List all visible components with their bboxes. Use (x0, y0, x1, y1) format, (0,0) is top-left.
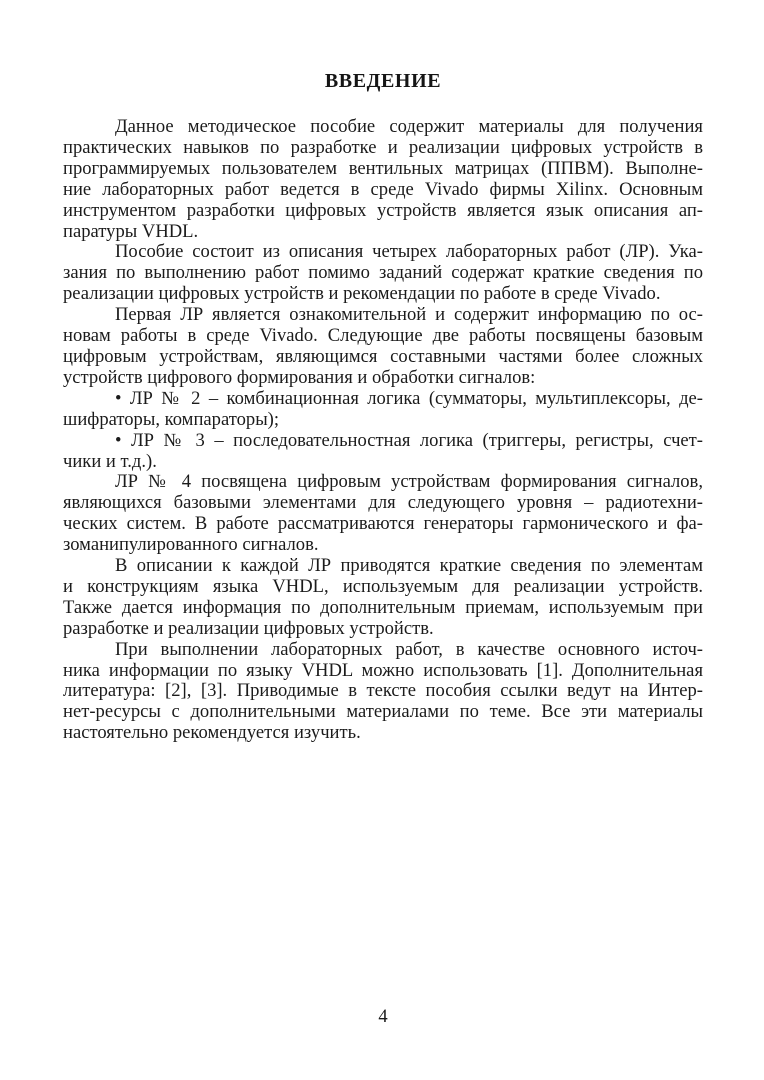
section-title: ВВЕДЕНИЕ (324, 70, 442, 92)
text-line: ние лабораторных работ ведется в среде Vivado фирмы Xilinx. Основным (63, 178, 703, 200)
text-line: являющихся базовыми элементами для следующего уровня – радиотехни- (63, 492, 703, 514)
text-line: разработке и реализации цифровых устройств. (63, 617, 434, 639)
paragraph (63, 305, 703, 389)
text-line: устройств цифрового формирования и обработки сигналов: (63, 366, 536, 388)
text-line: В описании к каждой ЛР приводятся краткие сведения по элементам (115, 555, 703, 577)
text-line: программируемых пользователем вентильных матрицах (ППВМ). Выполне- (63, 157, 703, 179)
text-line: литература: [2], [3]. Приводимые в тексте пособия ссылки ведут на Интер- (63, 680, 703, 702)
text-line: Также дается информация по дополнительным приемам, используемым при (63, 596, 703, 618)
text-line: Первая ЛР является ознакомительной и содержит информацию по ос- (115, 304, 703, 326)
text-line: зоманипулированного сигналов. (63, 534, 319, 556)
text-line: и конструкциям языка VHDL, используемым для реализации устройств. (63, 575, 703, 597)
text-line: • ЛР № 3 – последовательностная логика (триггеры, регистры, счет- (115, 429, 703, 451)
text-line: шифраторы, компараторы); (63, 408, 280, 430)
text-line: реализации цифровых устройств и рекомендации по работе в среде Vivado. (63, 283, 661, 305)
text-line: При выполнении лабораторных работ, в качестве основного источ- (115, 638, 703, 660)
paragraph (63, 556, 703, 640)
paragraph (63, 472, 703, 556)
text-line: цифровым устройствам, являющимся составными частями более сложных (63, 345, 703, 367)
text-line: новам работы в среде Vivado. Следующие две работы посвящены базовым (63, 325, 703, 347)
page-number: 4 (378, 1006, 388, 1027)
paragraph (63, 389, 703, 431)
text-line: настоятельно рекомендуется изучить. (63, 722, 361, 744)
text-line: паратуры VHDL. (63, 220, 199, 242)
paragraph (63, 242, 703, 305)
text-line: • ЛР № 2 – комбинационная логика (сумматоры, мультиплексоры, де- (115, 387, 703, 409)
text-line: Данное методическое пособие содержит материалы для получения (115, 116, 703, 137)
text-line: практических навыков по разработке и реализации цифровых устройств в (63, 136, 703, 158)
text-line: чики и т.д.). (63, 450, 157, 472)
text-line: ческих систем. В работе рассматриваются генераторы гармонического и фа- (63, 513, 703, 535)
document-body (63, 117, 703, 744)
paragraph (63, 117, 703, 242)
text-line: нет-ресурсы с дополнительными материалами по теме. Все эти материалы (63, 701, 703, 723)
text-line: инструментом разработки цифровых устройств является язык описания ап- (63, 199, 703, 221)
paragraph (63, 640, 703, 745)
text-line: зания по выполнению работ помимо заданий содержат краткие сведения по (63, 262, 703, 284)
text-line: ЛР № 4 посвящена цифровым устройствам формирования сигналов, (115, 471, 703, 493)
paragraph (63, 431, 703, 473)
text-line: ника информации по языку VHDL можно использовать [1]. Дополнительная (63, 659, 703, 681)
text-line: Пособие состоит из описания четырех лабораторных работ (ЛР). Ука- (115, 241, 703, 263)
